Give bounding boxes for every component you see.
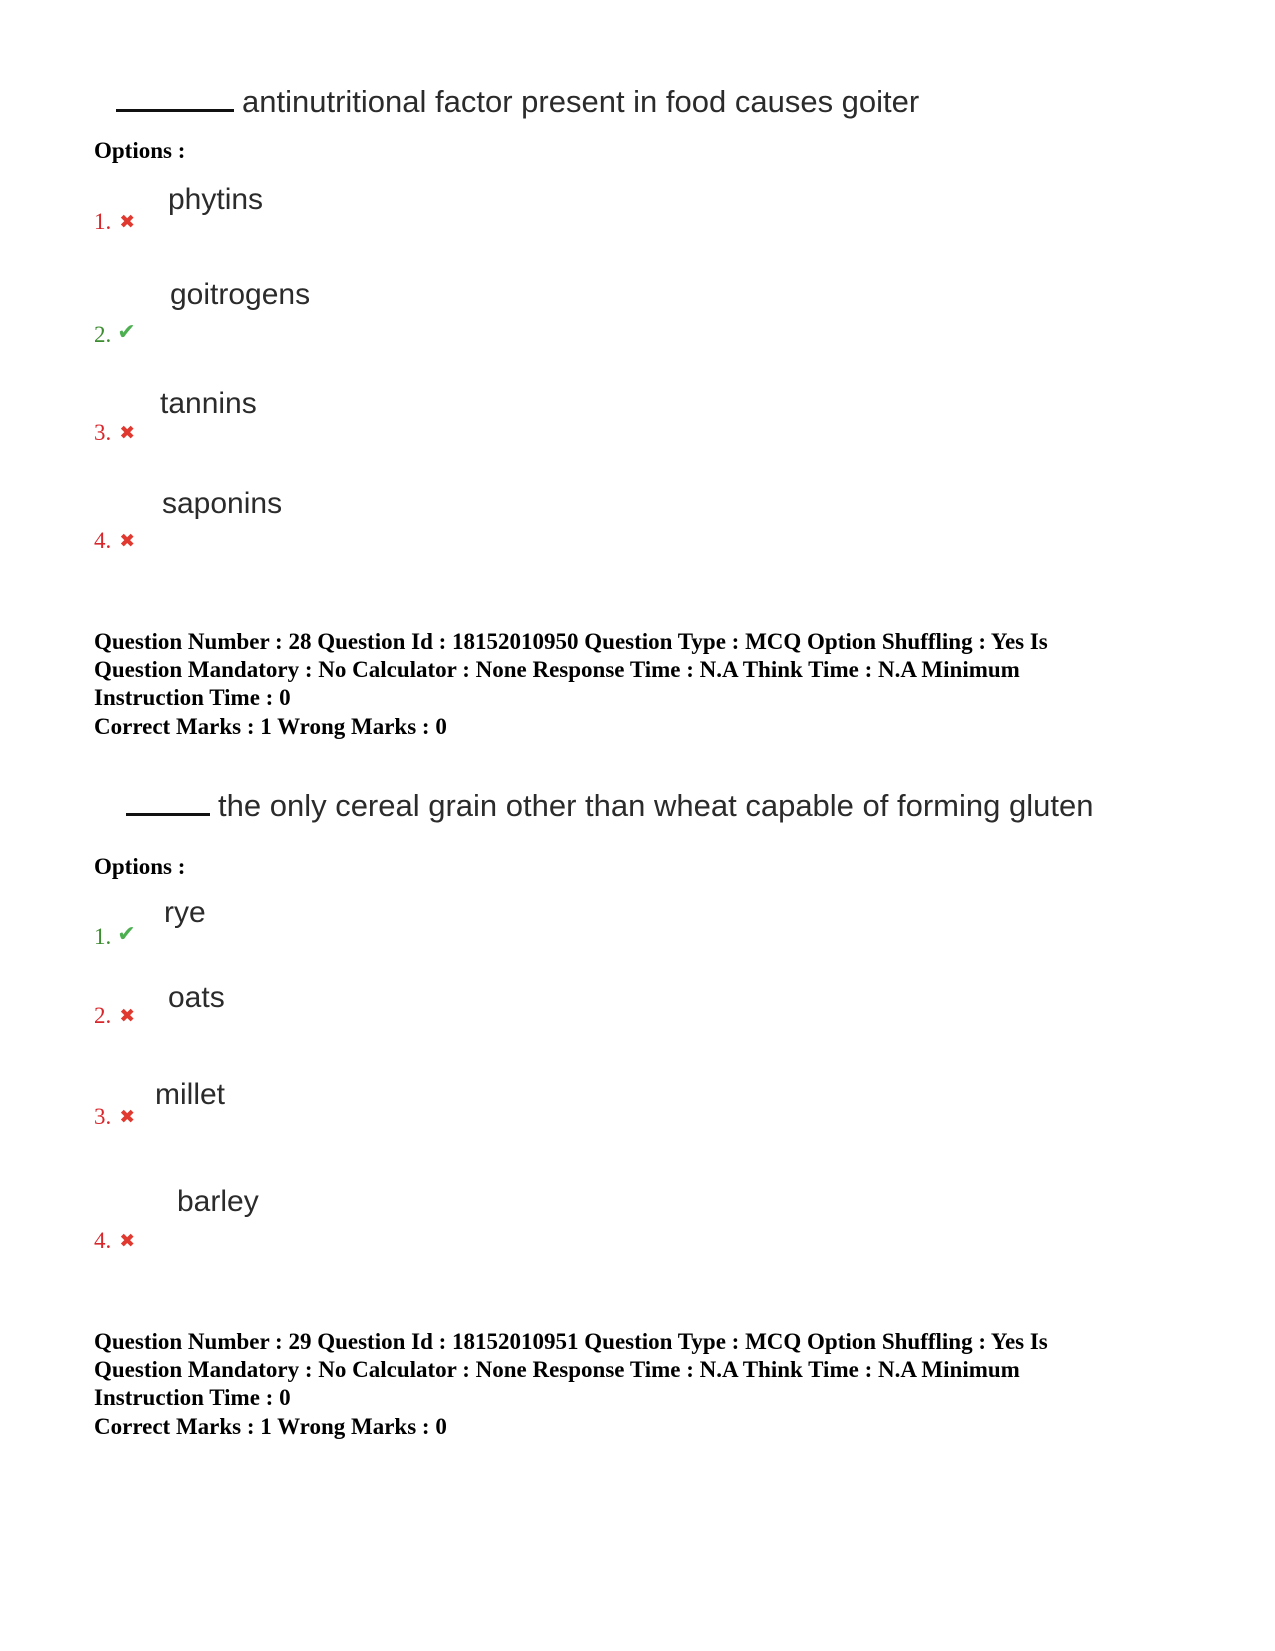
option-number: 1. ✔ bbox=[94, 922, 136, 949]
option-text: phytins bbox=[168, 183, 264, 216]
check-icon: ✔ bbox=[117, 320, 136, 345]
question-meta: Question Number : 28 Question Id : 18152010950 Question Type : MCQ Option Shuffling : Yes Is Question Mandatory : No Calculator : None Response Time : N.A Think Time : N.A Minimum Instruction Time : 0 bbox=[94, 629, 1048, 710]
marks-info: Correct Marks : 1 Wrong Marks : 0 bbox=[94, 1414, 447, 1439]
option-text: goitrogens bbox=[170, 278, 311, 311]
option-number: 2. ✖ bbox=[94, 1003, 136, 1028]
option-text: saponins bbox=[162, 487, 283, 520]
option-text: rye bbox=[164, 896, 206, 929]
option-number: 4. ✖ bbox=[94, 528, 136, 553]
option-number: 4. ✖ bbox=[94, 1228, 136, 1253]
options-label: Options : bbox=[94, 854, 186, 879]
question-meta: Question Number : 29 Question Id : 18152010951 Question Type : MCQ Option Shuffling : Yes Is Question Mandatory : No Calculator : None Response Time : N.A Think Time : N.A Minimum Instruction Time : 0 bbox=[94, 1329, 1048, 1410]
cross-icon: ✖ bbox=[119, 422, 136, 444]
option-text: millet bbox=[155, 1078, 226, 1111]
cross-icon: ✖ bbox=[119, 1106, 136, 1128]
cross-icon: ✖ bbox=[119, 1230, 136, 1252]
answer-blank bbox=[126, 812, 210, 816]
question-text-body: the only cereal grain other than wheat capable of forming gluten bbox=[218, 788, 1094, 823]
option-text: oats bbox=[168, 981, 225, 1014]
cross-icon: ✖ bbox=[119, 530, 136, 552]
cross-icon: ✖ bbox=[119, 1005, 136, 1027]
question-text-body: antinutritional factor present in food causes goiter bbox=[242, 84, 920, 119]
option-text: barley bbox=[177, 1185, 259, 1218]
question-text bbox=[126, 788, 1093, 824]
options-label: Options : bbox=[94, 138, 186, 163]
check-icon: ✔ bbox=[117, 922, 136, 947]
cross-icon: ✖ bbox=[119, 211, 136, 233]
answer-blank bbox=[116, 108, 234, 112]
option-number: 3. ✖ bbox=[94, 420, 136, 445]
question-text bbox=[116, 84, 919, 120]
option-text: tannins bbox=[160, 387, 257, 420]
option-number: 2. ✔ bbox=[94, 320, 136, 347]
option-number: 1. ✖ bbox=[94, 209, 136, 234]
marks-info: Correct Marks : 1 Wrong Marks : 0 bbox=[94, 714, 447, 739]
option-number: 3. ✖ bbox=[94, 1104, 136, 1129]
